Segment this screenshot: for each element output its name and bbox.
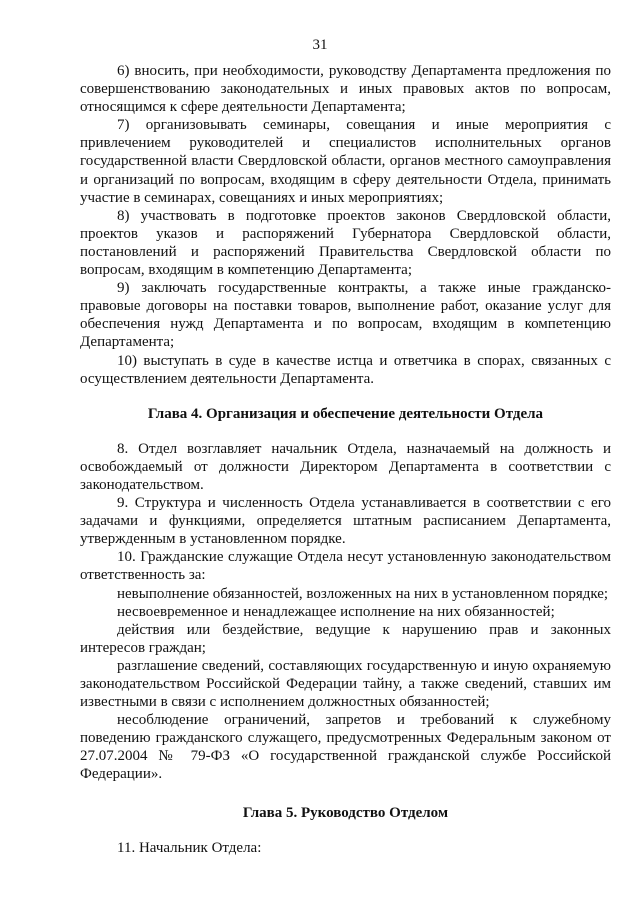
paragraph-item-10: 10) выступать в суде в качестве истца и ответчика в спорах, связанных с осуществлением деятельности Департамента. [80,352,611,387]
paragraph-clause-8: 8. Отдел возглавляет начальник Отдела, назначаемый на должность и освобождаемый от должности Директором Департамента в соответствии с законодательством. [80,440,611,493]
chapter-5-heading: Глава 5. Руководство Отделом [242,804,449,821]
paragraph-item-9: 9) заключать государственные контракты, а также иные гражданско-правовые договоры на поставки товаров, выполнение работ, оказание услуг для обеспечения нужд Департамента и по вопросам, входящим в компетенцию Департамента; [80,280,611,351]
page-number: 31 [312,37,328,53]
responsibility-item: несоблюдение ограничений, запретов и требований к служебному поведению гражданского служащего, предусмотренных Федеральным законом от 27.07.2004 № 79-ФЗ «О государственной гражданской службе Российской Федерации». [80,712,611,783]
responsibility-item: несвоевременное и ненадлежащее исполнение на них обязанностей; [117,603,555,620]
responsibility-item: невыполнение обязанностей, возложенных на них в установленном порядке; [117,585,609,602]
paragraph-clause-11: 11. Начальник Отдела: [117,839,262,856]
responsibility-item: действия или бездействие, ведущие к нарушению прав и законных интересов граждан; [80,621,611,656]
paragraph-item-8: 8) участвовать в подготовке проектов законов Свердловской области, проектов указов и распоряжений Губернатора Свердловской области, постановлений и распоряжений Правительства Свердловской области по вопросам, входящим в компетенцию Департамента; [80,207,611,279]
chapter-4-heading: Глава 4. Организация и обеспечение деятельности Отдела [147,405,544,422]
paragraph-clause-9: 9. Структура и численность Отдела устанавливается в соответствии с его задачами и функциями, определяется штатным расписанием Департамента, утвержденным в установленном порядке. [80,495,611,548]
paragraph-item-7: 7) организовывать семинары, совещания и иные мероприятия с привлечением руководителей и специалистов исполнительных органов государственной власти Свердловской области, органов местного самоуправления и организаций по вопросам, входящим в сферу деятельности Отдела, принимать участие в семинарах, совещаниях и иных мероприятиях; [80,117,611,206]
document-body [80,62,611,857]
responsibility-item: разглашение сведений, составляющих государственную и иную охраняемую законодательством Российской Федерации тайну, а также сведений, ставших им известными в связи с исполнением должностных обязанностей; [80,657,611,711]
paragraph-item-6: 6) вносить, при необходимости, руководству Департамента предложения по совершенствованию законодательных и иных правовых актов по вопросам, относящимся к сфере деятельности Департамента; [80,63,611,116]
paragraph-clause-10: 10. Гражданские служащие Отдела несут установленную законодательством ответственность за: [80,549,611,584]
